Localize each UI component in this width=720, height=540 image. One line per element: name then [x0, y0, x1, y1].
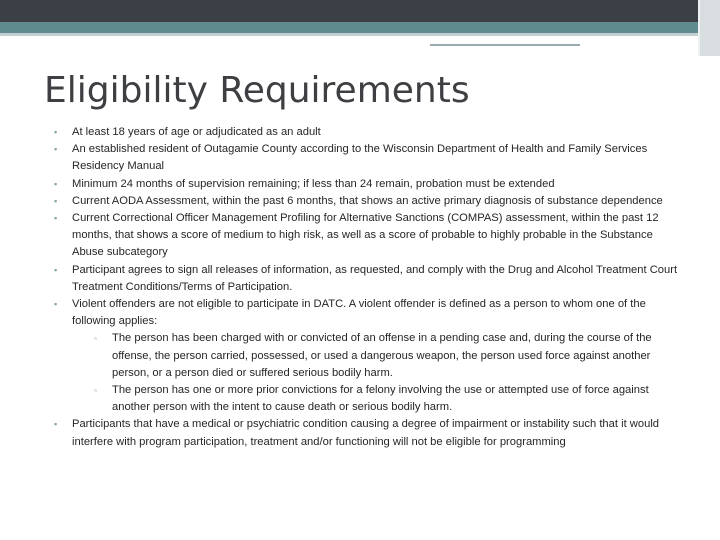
bullet-marker-icon: ▪: [54, 213, 58, 224]
bullet-item: [54, 210, 684, 262]
bullet-text: Participants that have a medical or psychiatric condition causing a degree of impairment or instability such that it would interfere with program participation, treatment and/or functioning will not be eligible for programming: [72, 418, 660, 448]
bullet-marker-icon: ▪: [54, 144, 58, 155]
sub-bullet-marker-icon: ▫: [94, 334, 97, 344]
top-bar-light: [0, 33, 720, 36]
bullet-list: [54, 124, 684, 451]
sub-bullet-item: [94, 330, 684, 382]
slide-title: Eligibility Requirements: [44, 70, 470, 111]
bullet-item: [54, 176, 684, 193]
bullet-marker-icon: ▪: [54, 178, 58, 189]
bullet-text: Current AODA Assessment, within the past 6 months, that shows an active primary diagnosis of substance dependence: [72, 194, 663, 207]
bullet-marker-icon: ▪: [54, 127, 58, 137]
top-bar-dark: [0, 0, 720, 22]
bullet-item: [54, 416, 684, 450]
sub-bullet-item: [94, 382, 684, 416]
bullet-marker-icon: ▪: [54, 195, 58, 206]
bullet-text: An established resident of Outagamie County according to the Wisconsin Department of Health and Family Services Residency Manual: [72, 143, 648, 173]
bullet-marker-icon: ▪: [54, 299, 58, 310]
sub-bullet-list: [72, 330, 684, 416]
sub-bullet-marker-icon: ▫: [94, 386, 97, 396]
top-bar-teal: [0, 22, 720, 33]
corner-pillar: [700, 0, 720, 56]
bullet-marker-icon: ▪: [54, 264, 58, 275]
bullet-content: [54, 124, 684, 451]
sub-bullet-text: The person has been charged with or convicted of an offense in a pending case and, during the course of the offense, the person carried, possessed, or used a dangerous weapon, the person used force against another person, or a person died or suffered serious bodily harm.: [112, 332, 652, 379]
bullet-text: At least 18 years of age or adjudicated as an adult: [72, 126, 321, 138]
bullet-marker-icon: ▪: [54, 419, 58, 430]
bullet-item: [54, 262, 684, 296]
sub-bullet-text: The person has one or more prior convictions for a felony involving the use or attempted use of force against another person with the intent to cause death or serious bodily harm.: [112, 384, 649, 414]
bullet-text: Current Correctional Officer Management Profiling for Alternative Sanctions (COMPAS) assessment, within the past 12 months, that shows a score of medium to high risk, as well as a score of probable to highly probable in the Substance Abuse subcategory: [72, 212, 659, 259]
accent-line: [430, 44, 580, 46]
bullet-text: Participant agrees to sign all releases of information, as requested, and comply with the Drug and Alcohol Treatment Court Treatment Conditions/Terms of Participation.: [72, 263, 678, 293]
bullet-item: [54, 124, 684, 141]
bullet-item: [54, 296, 684, 416]
bullet-text: Minimum 24 months of supervision remaining; if less than 24 remain, probation must be extended: [72, 177, 555, 190]
bullet-item: [54, 141, 684, 175]
bullet-text: Violent offenders are not eligible to participate in DATC. A violent offender is defined as a person to whom one of the following applies:: [72, 298, 646, 328]
bullet-item: [54, 193, 684, 210]
